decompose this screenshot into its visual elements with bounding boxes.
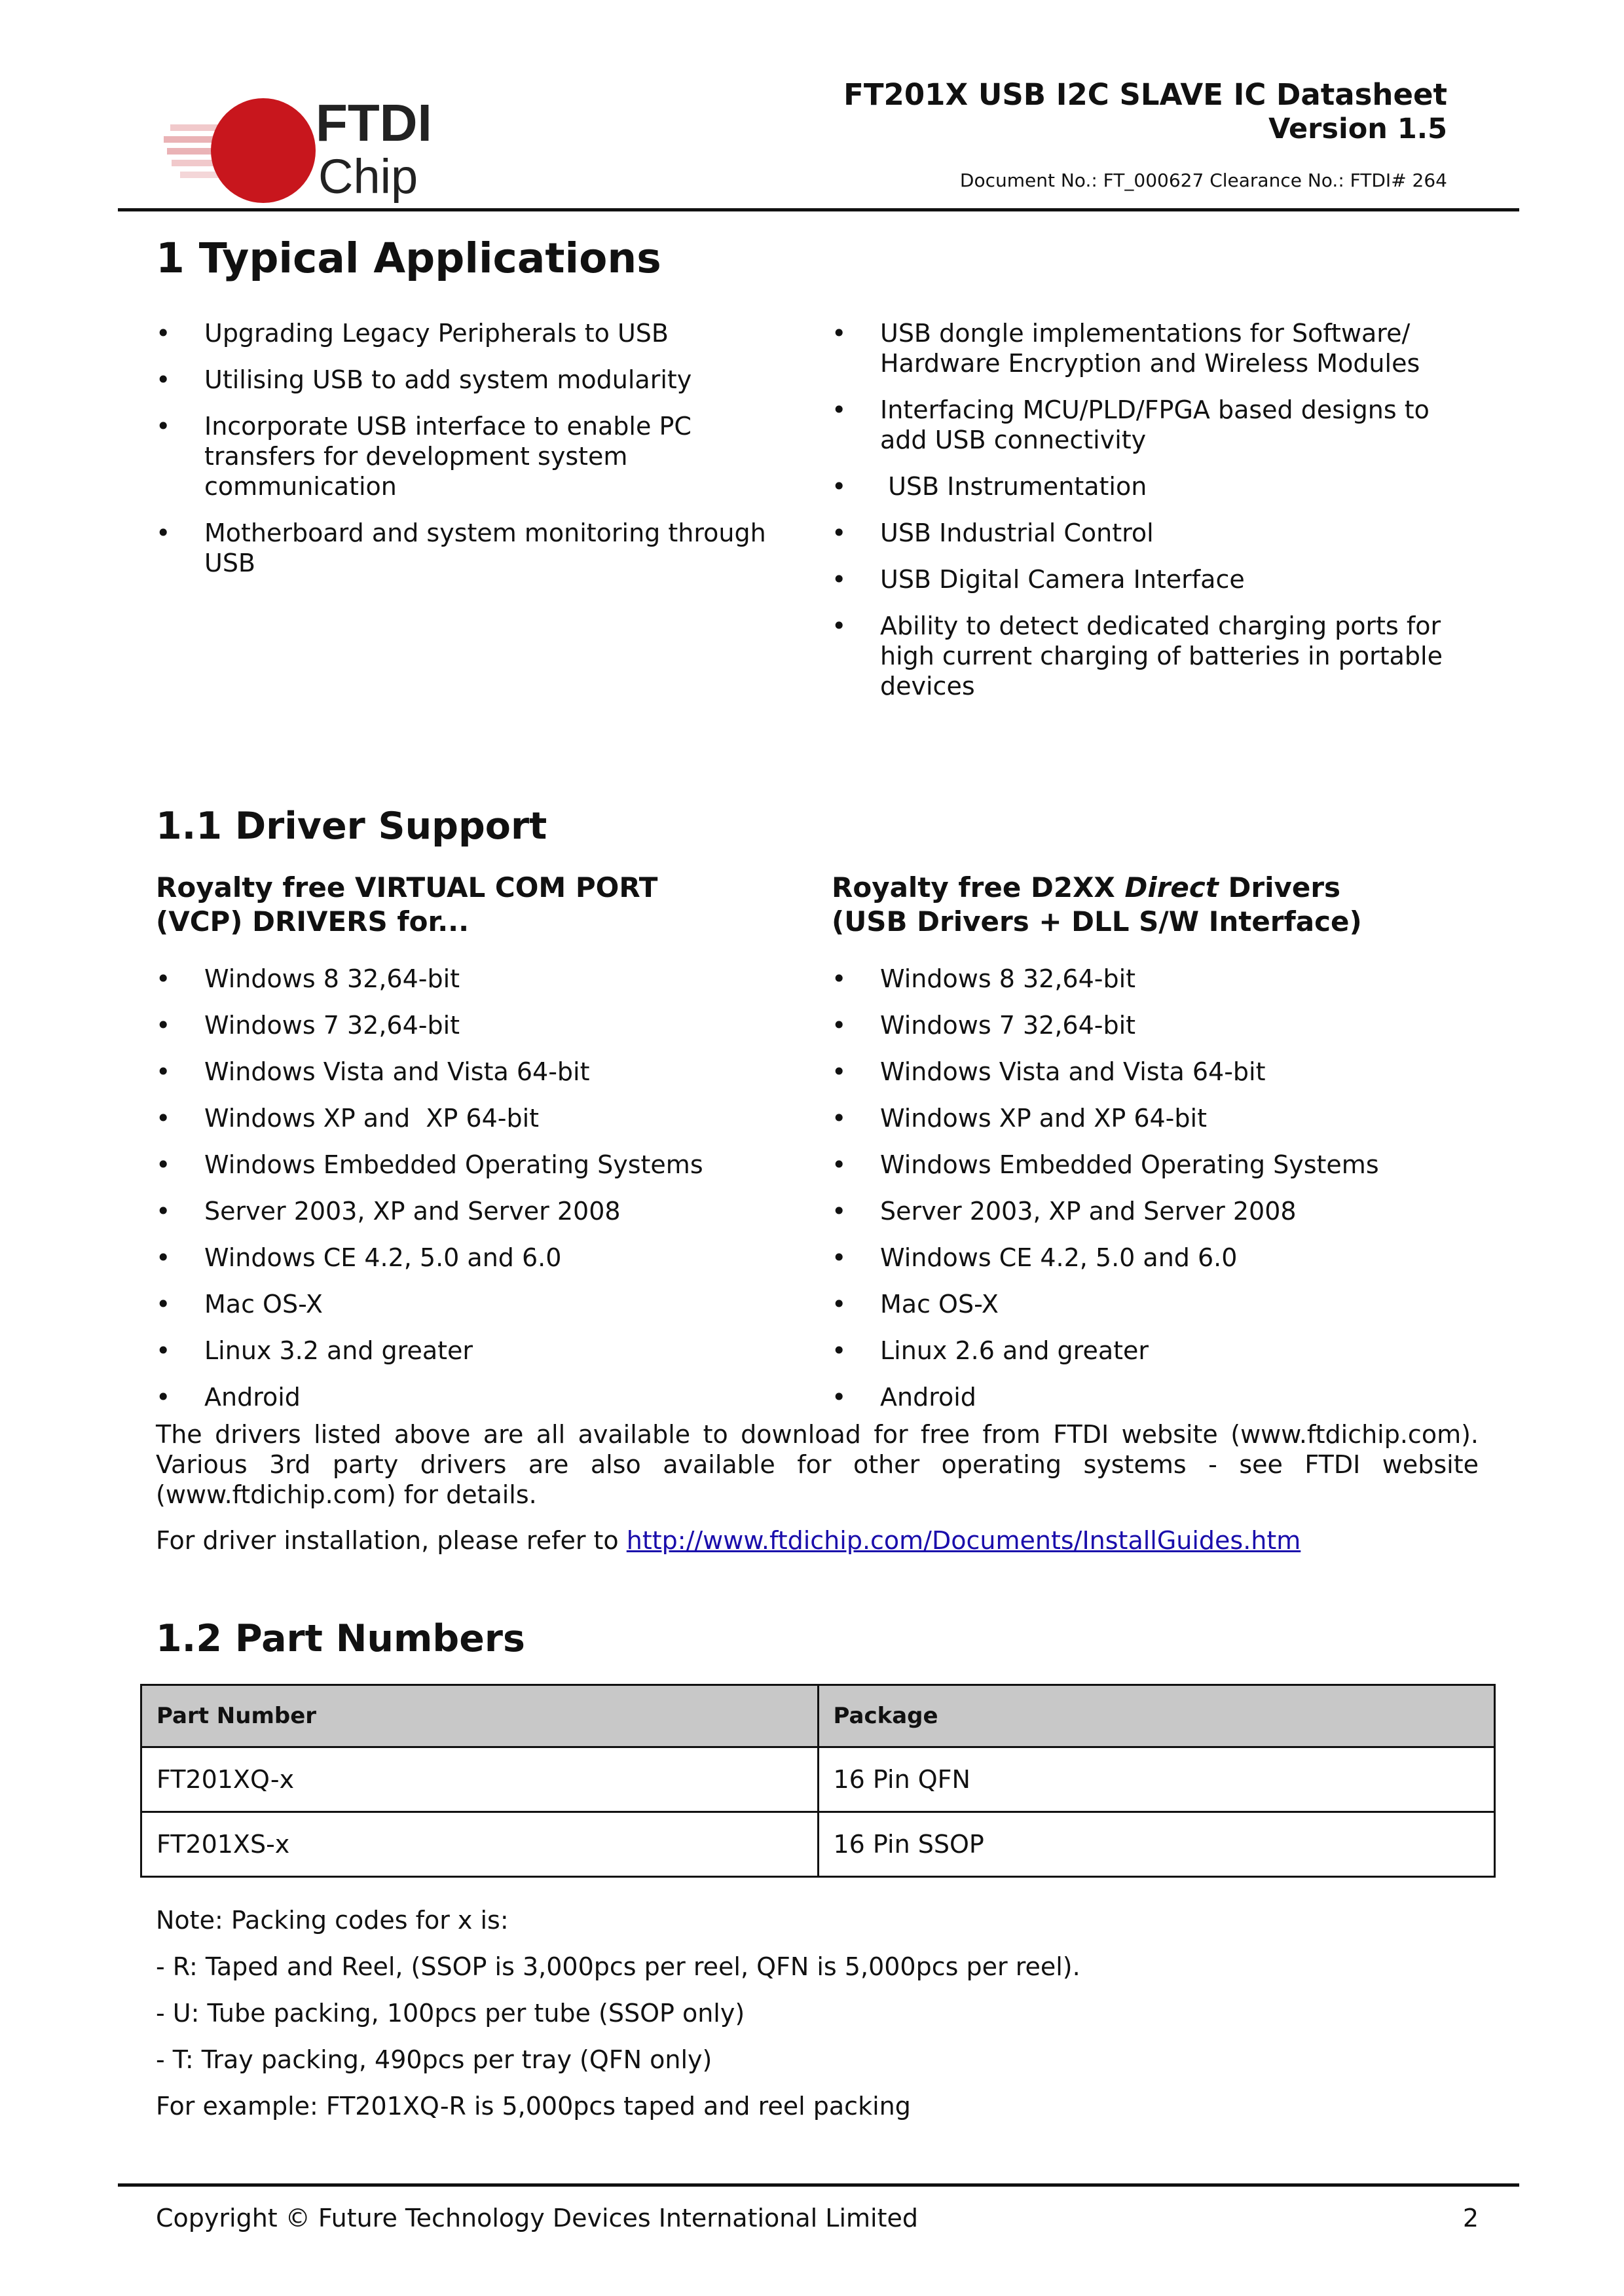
- vcp-os-list: [156, 956, 784, 1421]
- list-item: • Ability to detect dedicated charging ports for high current charging of batteries in portable devices: [832, 611, 1460, 701]
- note-line: Note: Packing codes for x is:: [156, 1906, 509, 1935]
- d2xx-heading-prefix: Royalty free D2XX: [832, 871, 1125, 903]
- list-item: • USB Industrial Control: [832, 518, 1460, 548]
- note-line: For example: FT201XQ-R is 5,000pcs taped and reel packing: [156, 2092, 911, 2121]
- list-item: • Windows 7 32,64-bit: [832, 1002, 1460, 1049]
- list-item: • Windows 8 32,64-bit: [832, 956, 1460, 1002]
- list-item: • Linux 2.6 and greater: [832, 1328, 1460, 1374]
- column-header-package: Package: [818, 1685, 1495, 1747]
- paragraph-line: Various 3rd party drivers are also available for other operating systems - see FTDI website: [156, 1450, 1479, 1479]
- document-version: Version 1.5: [1268, 113, 1447, 145]
- note-line: - U: Tube packing, 100pcs per tube (SSOP only): [156, 1999, 745, 2028]
- install-note-text: For driver installation, please refer to: [156, 1526, 627, 1555]
- table-cell: 16 Pin QFN: [818, 1747, 1495, 1812]
- d2xx-heading-suffix: Drivers: [1218, 871, 1341, 903]
- section-heading-part-numbers: 1.2 Part Numbers: [156, 1617, 525, 1660]
- document-title: FT201X USB I2C SLAVE IC Datasheet: [843, 77, 1447, 112]
- install-guides-link[interactable]: http://www.ftdichip.com/Documents/InstallGuides.htm: [626, 1526, 1301, 1555]
- table-row: [141, 1812, 1495, 1877]
- table-row: [141, 1747, 1495, 1812]
- d2xx-os-list: [832, 956, 1460, 1421]
- section-heading-typical-applications: 1 Typical Applications: [156, 234, 661, 282]
- driver-availability-paragraph: [156, 1419, 1479, 1510]
- applications-list-left: [156, 318, 784, 578]
- document-number: Document No.: FT_000627 Clearance No.: FTDI# 264: [959, 170, 1447, 191]
- note-line: - R: Taped and Reel, (SSOP is 3,000pcs per reel, QFN is 5,000pcs per reel).: [156, 1952, 1080, 1981]
- logo-red-disc: [211, 98, 316, 203]
- table-cell: FT201XS-x: [141, 1812, 819, 1877]
- ftdi-chip-logo: [164, 92, 465, 203]
- list-item: • Windows Vista and Vista 64-bit: [156, 1049, 784, 1095]
- footer-copyright: Copyright © Future Technology Devices International Limited: [156, 2204, 919, 2232]
- list-item: • Windows Vista and Vista 64-bit: [832, 1049, 1460, 1095]
- list-item: • Linux 3.2 and greater: [156, 1328, 784, 1374]
- applications-list-right: [832, 318, 1460, 701]
- d2xx-drivers-heading: [832, 871, 1362, 939]
- list-item: • Mac OS-X: [832, 1281, 1460, 1328]
- list-item: • Mac OS-X: [156, 1281, 784, 1328]
- table-cell: 16 Pin SSOP: [818, 1812, 1495, 1877]
- list-item: • Android: [156, 1374, 784, 1421]
- list-item: • USB Digital Camera Interface: [832, 564, 1460, 594]
- list-item: • USB Instrumentation: [832, 471, 1460, 501]
- logo-text-chip: Chip: [318, 149, 418, 203]
- paragraph-line: (www.ftdichip.com) for details.: [156, 1480, 537, 1509]
- driver-installation-note: [156, 1525, 1301, 1556]
- logo-text-ftdi: FTDI: [316, 94, 432, 152]
- list-item: • Windows CE 4.2, 5.0 and 6.0: [832, 1235, 1460, 1281]
- vcp-drivers-heading: [156, 871, 657, 939]
- note-line: - T: Tray packing, 490pcs per tray (QFN only): [156, 2045, 712, 2074]
- header-divider: [118, 208, 1519, 211]
- list-item: • Utilising USB to add system modularity: [156, 365, 784, 395]
- list-item: • Windows XP and XP 64-bit: [156, 1095, 784, 1142]
- list-item: • Windows 8 32,64-bit: [156, 956, 784, 1002]
- list-item: • Windows 7 32,64-bit: [156, 1002, 784, 1049]
- list-item: • Windows Embedded Operating Systems: [832, 1142, 1460, 1188]
- table-cell: FT201XQ-x: [141, 1747, 819, 1812]
- list-item: • Android: [832, 1374, 1460, 1421]
- d2xx-heading-line2: (USB Drivers + DLL S/W Interface): [832, 905, 1362, 938]
- list-item: • Windows Embedded Operating Systems: [156, 1142, 784, 1188]
- vcp-heading-line1: Royalty free VIRTUAL COM PORT: [156, 871, 658, 903]
- list-item: • Interfacing MCU/PLD/FPGA based designs to add USB connectivity: [832, 395, 1460, 455]
- list-item: • Server 2003, XP and Server 2008: [832, 1188, 1460, 1235]
- vcp-heading-line2: (VCP) DRIVERS for...: [156, 905, 470, 938]
- list-item: • Windows CE 4.2, 5.0 and 6.0: [156, 1235, 784, 1281]
- paragraph-line: The drivers listed above are all available to download for free from FTDI website (www.ftdichip.com).: [156, 1420, 1479, 1449]
- column-header-part-number: Part Number: [141, 1685, 819, 1747]
- section-heading-driver-support: 1.1 Driver Support: [156, 805, 547, 848]
- list-item: • Motherboard and system monitoring through USB: [156, 518, 784, 578]
- packing-notes: [156, 1897, 1080, 2130]
- footer-divider: [118, 2183, 1519, 2187]
- list-item: • Windows XP and XP 64-bit: [832, 1095, 1460, 1142]
- list-item: • Incorporate USB interface to enable PC transfers for development system communication: [156, 411, 784, 501]
- list-item: • Server 2003, XP and Server 2008: [156, 1188, 784, 1235]
- d2xx-heading-italic: Direct: [1124, 871, 1219, 903]
- page-number: 2: [1462, 2204, 1479, 2232]
- table-header-row: [141, 1685, 1495, 1747]
- d2xx-heading-line1: [832, 871, 1362, 905]
- list-item: • Upgrading Legacy Peripherals to USB: [156, 318, 784, 348]
- list-item: • USB dongle implementations for Software/ Hardware Encryption and Wireless Modules: [832, 318, 1460, 378]
- part-numbers-table: [140, 1684, 1496, 1878]
